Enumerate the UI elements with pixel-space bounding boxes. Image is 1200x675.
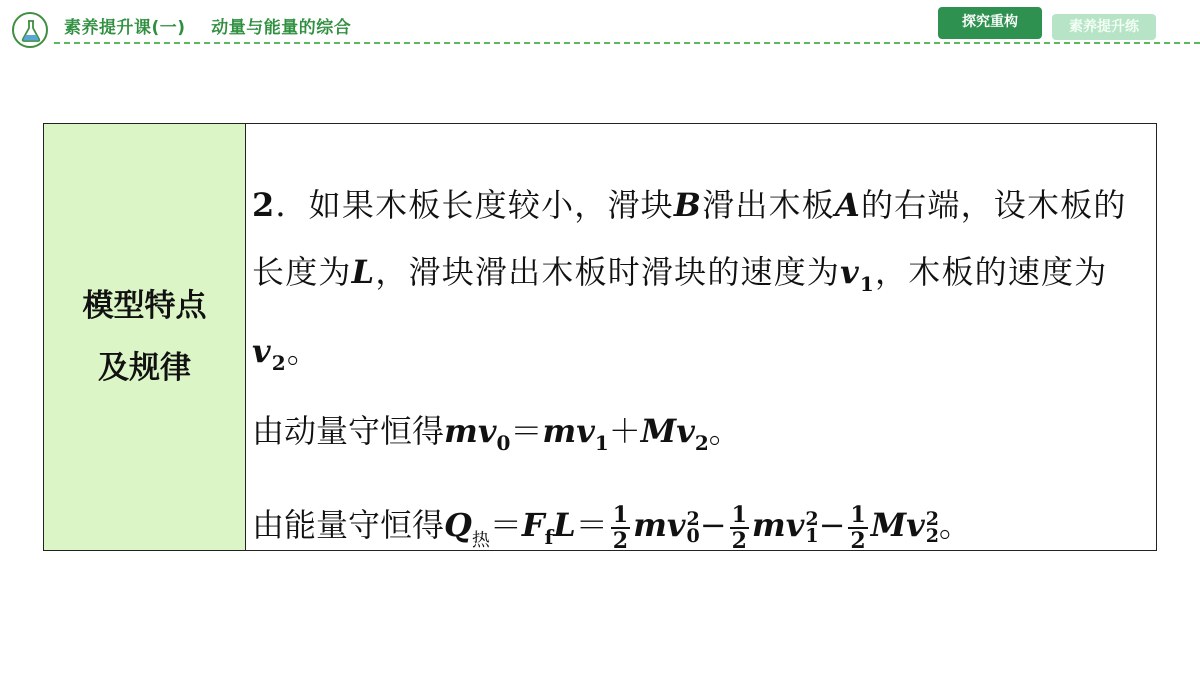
text-segment: 的右端，设木板的长度为: [252, 186, 1127, 291]
model-label-line2: 及规律: [98, 350, 191, 386]
superscript-2: 2: [686, 507, 700, 530]
item-number: 2: [252, 186, 276, 224]
symbol-Q: Q: [444, 506, 472, 544]
minus-sign: −: [818, 506, 846, 544]
text-segment: ，木板的速度为: [875, 253, 1108, 291]
fraction-denominator: 2: [850, 527, 866, 554]
tab-explore-reconstruct[interactable]: 探究重构: [938, 7, 1042, 39]
symbol-m: m: [751, 506, 786, 544]
fraction-numerator: 1: [850, 501, 866, 528]
equals-sign: ＝: [510, 412, 543, 450]
symbol-M: M: [870, 506, 907, 544]
superscript-2: 2: [805, 507, 819, 530]
symbol-B: B: [673, 186, 703, 224]
lesson-title: 素养提升课(一) 动量与能量的综合: [64, 18, 352, 38]
fraction-denominator: 2: [612, 527, 629, 554]
subscript-0: 0: [496, 431, 511, 455]
model-label-cell: [44, 124, 246, 550]
header-divider: [54, 42, 1200, 44]
tab-literacy-practice[interactable]: 素养提升练: [1052, 14, 1156, 40]
fraction-half: [611, 503, 630, 553]
fraction-denominator: 2: [731, 527, 747, 554]
header-bar: [0, 0, 1200, 50]
symbol-v: v: [785, 506, 805, 544]
symbol-v: v: [840, 253, 860, 291]
paragraph-condition: [252, 172, 1156, 397]
text-segment: 。: [286, 332, 321, 370]
symbol-v: v: [676, 412, 695, 450]
symbol-L: L: [351, 253, 376, 291]
plus-sign: ＋: [608, 412, 641, 450]
symbol-v: v: [477, 412, 497, 450]
model-content-cell: [246, 124, 1156, 554]
subscript-2: 2: [694, 431, 709, 455]
subscript-heat: 热: [471, 530, 490, 551]
model-label-line1: 模型特点: [82, 288, 207, 324]
symbol-v: v: [252, 332, 272, 370]
subscript-1: 1: [805, 524, 819, 547]
symbol-v: v: [906, 506, 925, 544]
subscript-1: 1: [859, 272, 876, 296]
text-segment: 滑出木板: [702, 186, 835, 224]
subscript-f: f: [544, 525, 554, 549]
text-segment: 。: [708, 412, 741, 450]
text-segment: ．如果木板长度较小，滑块: [275, 186, 674, 224]
subscript-1: 1: [594, 431, 609, 455]
superscript-2: 2: [925, 507, 939, 530]
text-segment: 由动量守恒得: [252, 412, 445, 450]
symbol-v: v: [576, 412, 595, 450]
minus-sign: −: [699, 506, 727, 544]
subscript-2: 2: [925, 524, 939, 547]
sup-sub-pair: [686, 507, 700, 547]
fraction-numerator: 1: [612, 501, 629, 528]
equals-sign: ＝: [489, 506, 522, 544]
equals-sign: ＝: [575, 506, 608, 544]
sup-sub-pair: [805, 507, 819, 547]
symbol-m: m: [542, 412, 577, 450]
text-segment: 。: [938, 506, 971, 544]
symbol-M: M: [640, 412, 677, 450]
sup-sub-pair: [925, 507, 939, 547]
symbol-m: m: [633, 506, 667, 544]
fraction-numerator: 1: [731, 501, 747, 528]
symbol-v: v: [666, 506, 686, 544]
text-segment: 由能量守恒得: [252, 506, 445, 544]
subscript-2: 2: [271, 351, 287, 375]
momentum-equation: [252, 400, 1156, 474]
flask-logo-icon: [12, 12, 48, 48]
fraction-half: [848, 503, 867, 553]
symbol-L: L: [553, 506, 576, 544]
text-segment: ，滑块滑出木板时滑块的速度为: [375, 253, 841, 291]
fraction-half: [730, 503, 749, 553]
symbol-A: A: [834, 186, 861, 224]
symbol-F: F: [521, 506, 545, 544]
symbol-m: m: [444, 412, 478, 450]
model-table: [43, 123, 1157, 554]
energy-equation: [252, 494, 1156, 572]
subscript-0: 0: [686, 524, 700, 547]
